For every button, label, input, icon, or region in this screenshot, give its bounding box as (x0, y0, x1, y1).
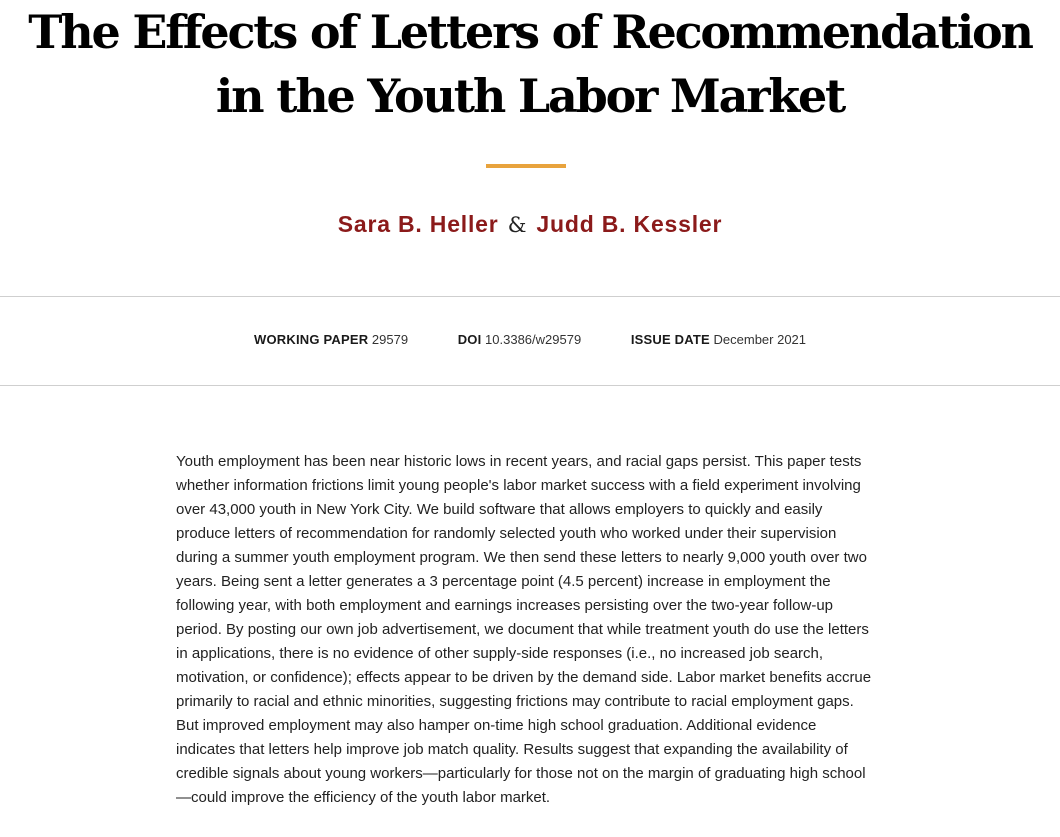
working-paper-info (254, 331, 408, 349)
working-paper-number: 29579 (371, 332, 409, 347)
working-paper-label: WORKING PAPER (253, 332, 369, 347)
author-list (0, 208, 1060, 241)
page-title: The Effects of Letters of Recommendation in the Youth Labor Market (28, 5, 1032, 123)
author-link-heller[interactable]: Sara B. Heller (337, 211, 499, 237)
paper-metadata (0, 331, 1060, 349)
issue-date-label: ISSUE DATE (630, 332, 710, 347)
doi-info (458, 331, 582, 349)
abstract-text: Youth employment has been near historic lows in recent years, and racial gaps persist. This paper tests whether information frictions limit young people's labor market success with a field experiment involving over 43,000 youth in New York City. We build software that allows employers to quickly and easily produce letters of recommendation for randomly selected youth who worked under their supervision during a summer youth employment program. We then send these letters to nearly 9,000 youth over two years. Being sent a letter generates a 3 percentage point (4.5 percent) increase in employment the following year, with both employment and earnings increases persisting over the two-year follow-up period. By posting our own job advertisement, we document that while treatment youth do use the letters in applications, there is no evidence of other supply-side responses (i.e., no increased job search, motivation, or confidence); effects appear to be driven by the demand side. Labor market benefits accrue primarily to racial and ethnic minorities, suggesting frictions may contribute to racial employment gaps. But improved employment may also hamper on-time high school graduation. Additional evidence indicates that letters help improve job match quality. Results suggest that expanding the availability of credible signals about young workers—particularly for those not on the margin of graduating high school—could improve the efficiency of the youth labor market. (176, 453, 872, 806)
divider-bottom (0, 385, 1060, 386)
doi-value: 10.3386/w29579 (485, 332, 582, 347)
issue-date-value: December 2021 (713, 332, 807, 347)
accent-divider (486, 164, 566, 168)
author-link-kessler[interactable]: Judd B. Kessler (536, 211, 723, 237)
issue-date-info (631, 331, 806, 349)
divider-top (0, 296, 1060, 297)
author-separator: & (507, 213, 528, 237)
doi-label: DOI (457, 332, 482, 347)
